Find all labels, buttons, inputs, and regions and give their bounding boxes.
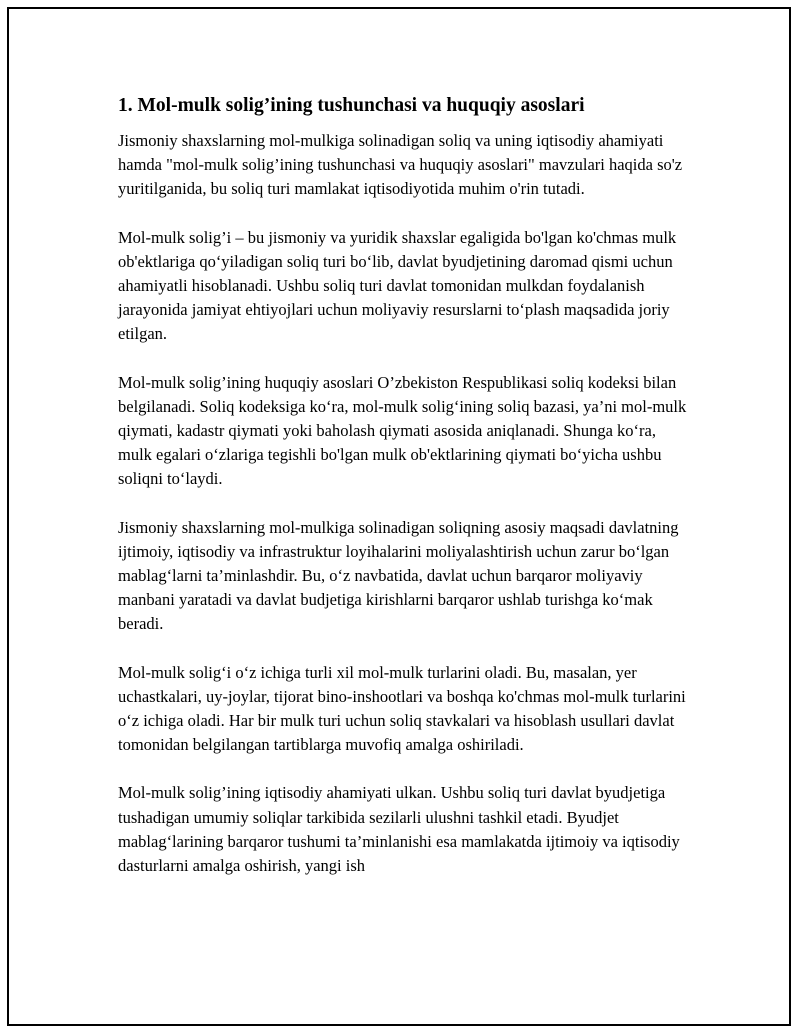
paragraph-6: Mol-mulk solig’ining iqtisodiy ahamiyati ulkan. Ushbu soliq turi davlat byudjetiga tushadigan umumiy soliqlar tarkibida sezilarli ulushni tashkil etadi. Byudjet mablag‘larining barqaror tushumi ta’minlanishi esa mamlakatda ijtimoiy va iqtisodiy dasturlarni amalga oshirish, yangi ish <box>118 783 680 876</box>
section-heading: 1. Mol-mulk solig’ining tushunchasi va huquqiy asoslari <box>118 95 585 116</box>
document-body <box>118 93 688 902</box>
paragraph-2: Mol-mulk solig’i – bu jismoniy va yuridik shaxslar egaligida bo'lgan ko'chmas mulk ob'ektlariga qo‘yiladigan soliq turi bo‘lib, davlat byudjetining daromad qismi uchun ahamiyatli hisoblanadi. Ushbu soliq turi davlat tomonidan mulkdan foydalanish jarayonida jamiyat ehtiyojlari uchun moliyaviy resurslarni to‘plash maqsadida joriy etilgan. <box>118 227 677 344</box>
paragraph-5: Mol-mulk solig‘i o‘z ichiga turli xil mol-mulk turlarini oladi. Bu, masalan, yer uchastkalari, uy-joylar, tijorat bino-inshootlari va boshqa ko'chmas mol-mulk turlarini o‘z ichiga oladi. Har bir mulk turi uchun soliq stavkalari va hisoblash usullari davlat tomonidan belgilangan tartiblarga muvofiq amalga oshiriladi. <box>118 662 686 755</box>
paragraph-1: Jismoniy shaxslarning mol-mulkiga solinadigan soliq va uning iqtisodiy ahamiyati hamda "mol-mulk solig’ining tushunchasi va huquqiy asoslari" mavzulari haqida so'z yuritilganida, bu soliq turi mamlakat iqtisodiyotida muhim o'rin tutadi. <box>118 131 683 199</box>
paragraph-3: Mol-mulk solig’ining huquqiy asoslari O’zbekiston Respublikasi soliq kodeksi bilan belgilanadi. Soliq kodeksiga ko‘ra, mol-mulk solig‘ining soliq bazasi, ya’ni mol-mulk qiymati, kadastr qiymati yoki baholash qiymati asosida aniqlanadi. Shunga ko‘ra, mulk egalari o‘zlariga tegishli bo'lgan mulk ob'ektlarining qiymati bo‘yicha ushbu soliqni to‘laydi. <box>118 372 687 489</box>
paragraph-4: Jismoniy shaxslarning mol-mulkiga solinadigan soliqning asosiy maqsadi davlatning ijtimoiy, iqtisodiy va infrastruktur loyihalarini moliyalashtirish uchun zarur bo‘lgan mablag‘larni ta’minlashdir. Bu, o‘z navbatida, davlat uchun barqaror moliyaviy manbani yaratadi va davlat budjetiga kirishlarni barqaror ushlab turishga ko‘mak beradi. <box>118 517 679 634</box>
